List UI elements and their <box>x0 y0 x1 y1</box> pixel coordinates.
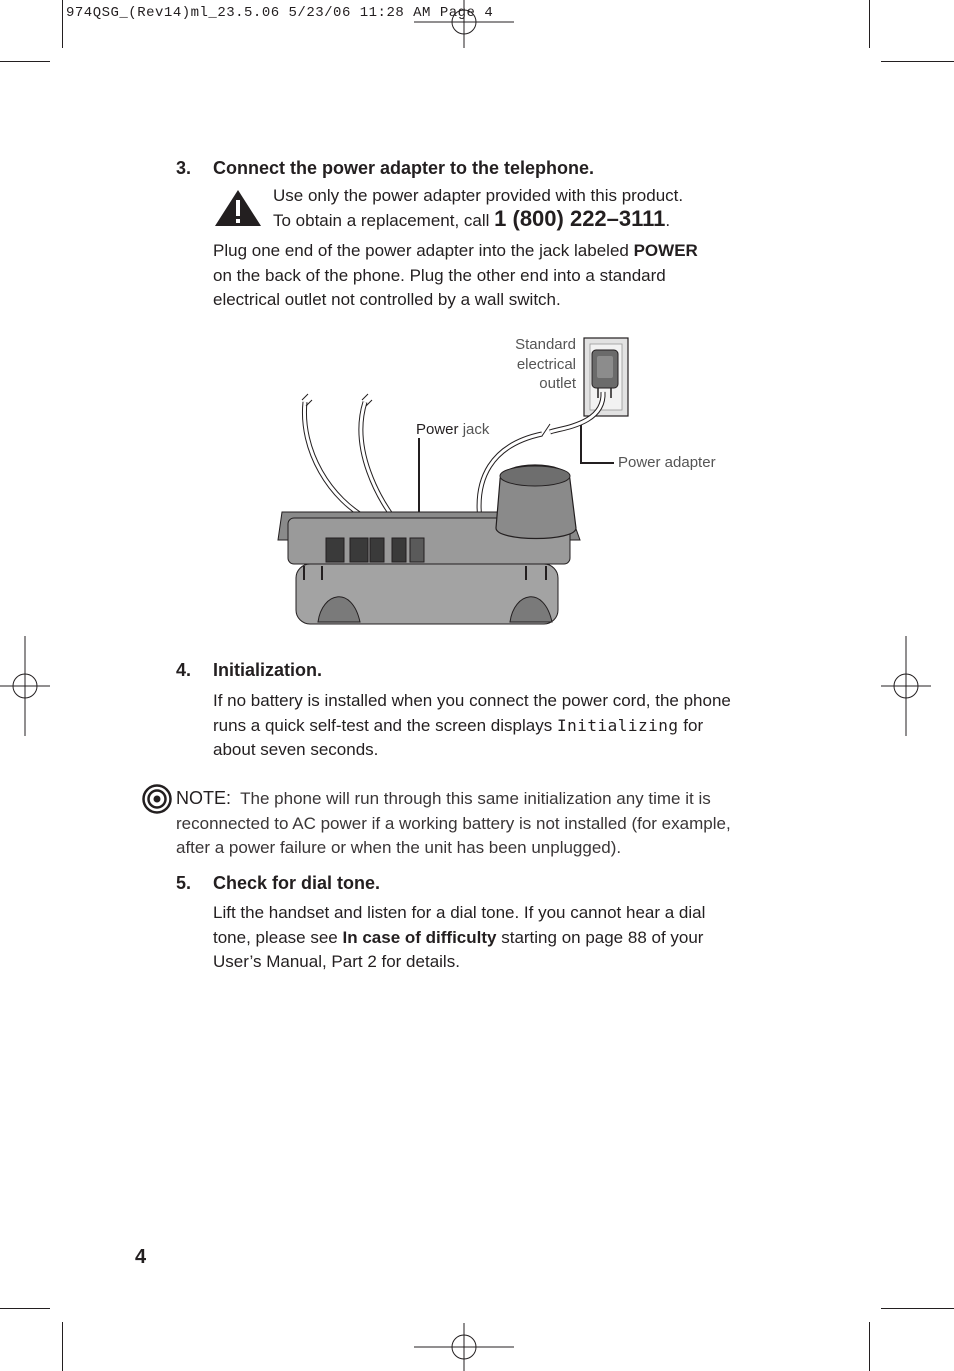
step-title: Initialization. <box>213 660 323 680</box>
page-number: 4 <box>135 1246 147 1268</box>
crop-mark <box>0 1308 50 1309</box>
registration-mark-bottom <box>414 1323 514 1371</box>
step-3-body: Plug one end of the power adapter into the jack labeled POWER on the back of the phone. Plug the other end into a standard electrical outlet not controlled by a wall switch. <box>213 241 698 309</box>
step-number: 4. <box>176 660 192 680</box>
step-title: Connect the power adapter to the telephone. <box>213 158 595 178</box>
step-number: 3. <box>176 158 192 178</box>
power-adapter-label: Power adapter <box>618 454 716 471</box>
crop-mark <box>869 0 870 48</box>
support-phone-number: 1 (800) 222–3111 <box>494 206 666 231</box>
print-slug: 974QSG_(Rev14)ml_23.5.06 5/23/06 11:28 AM Page 4 <box>66 5 494 21</box>
crop-mark <box>62 0 63 48</box>
crop-mark <box>881 61 954 62</box>
step-4-body: If no battery is installed when you connect the power cord, the phone runs a quick self-test and the screen displays Initializing for about seven seconds. <box>213 691 731 759</box>
warning-icon <box>213 188 263 228</box>
power-jack-label: Power jack <box>416 421 490 438</box>
crop-mark <box>0 61 50 62</box>
step-title: Check for dial tone. <box>213 873 381 893</box>
crop-mark <box>881 1308 954 1309</box>
note-block: NOTE: The phone will run through this same initialization any time it is reconnected to AC power if a working battery is not installed (for example, after a power failure or when the unit has been unplugged). <box>176 788 731 857</box>
note-label: NOTE: <box>176 788 232 808</box>
step-5-body: Lift the handset and listen for a dial tone. If you cannot hear a dial tone, please see In case of difficulty starting on page 88 of your User’s Manual, Part 2 for details. <box>213 903 706 971</box>
crop-mark <box>869 1322 870 1371</box>
crop-mark <box>62 1322 63 1371</box>
registration-mark-left <box>0 636 50 736</box>
warning-line-1: Use only the power adapter provided with this product. <box>273 186 684 205</box>
note-icon <box>142 784 172 814</box>
registration-mark-right <box>881 636 931 736</box>
step-number: 5. <box>176 873 192 893</box>
display-text: Initializing <box>556 715 679 735</box>
outlet-label: Standard electrical outlet <box>515 336 576 392</box>
warning-line-2: To obtain a replacement, call 1 (800) 222–3111. <box>273 206 671 231</box>
